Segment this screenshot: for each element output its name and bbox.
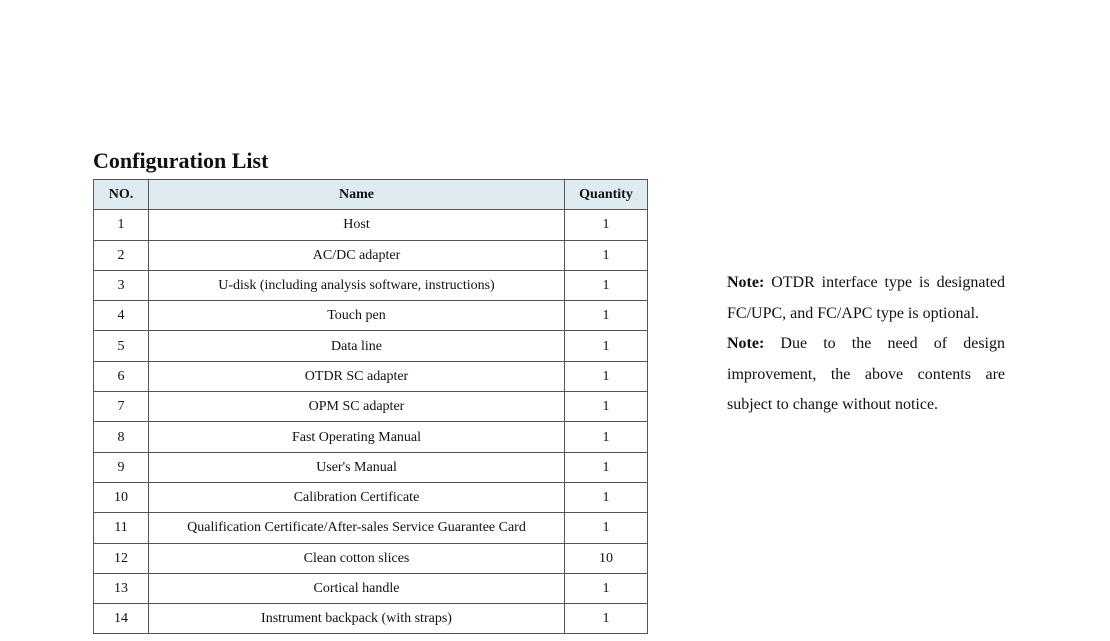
cell-quantity: 1	[565, 422, 648, 452]
note-2	[727, 329, 1005, 421]
table-row	[94, 513, 648, 543]
table-row	[94, 573, 648, 603]
cell-name: Clean cotton slices	[149, 543, 565, 573]
cell-quantity: 1	[565, 573, 648, 603]
cell-name: Host	[149, 210, 565, 240]
cell-name: U-disk (including analysis software, instructions)	[149, 270, 565, 300]
cell-name: OTDR SC adapter	[149, 361, 565, 391]
cell-no: 8	[94, 422, 149, 452]
cell-name: Fast Operating Manual	[149, 422, 565, 452]
note-2-text: Due to the need of design improvement, the above contents are subject to change without notice.	[727, 335, 1005, 413]
cell-no: 11	[94, 513, 149, 543]
note-1-text: OTDR interface type is designated FC/UPC, and FC/APC type is optional.	[727, 274, 1005, 322]
table-row	[94, 422, 648, 452]
cell-name: Qualification Certificate/After-sales Service Guarantee Card	[149, 513, 565, 543]
table-row	[94, 543, 648, 573]
table-row	[94, 392, 648, 422]
header-no: NO.	[94, 180, 149, 210]
cell-no: 6	[94, 361, 149, 391]
cell-no: 7	[94, 392, 149, 422]
cell-name: Instrument backpack (with straps)	[149, 604, 565, 634]
table-body	[94, 210, 648, 634]
cell-no: 13	[94, 573, 149, 603]
cell-name: AC/DC adapter	[149, 240, 565, 270]
cell-name: Cortical handle	[149, 573, 565, 603]
table-row	[94, 482, 648, 512]
cell-no: 14	[94, 604, 149, 634]
cell-name: User's Manual	[149, 452, 565, 482]
notes-section	[727, 268, 1005, 421]
cell-quantity: 1	[565, 301, 648, 331]
cell-no: 12	[94, 543, 149, 573]
table-row	[94, 452, 648, 482]
cell-quantity: 1	[565, 452, 648, 482]
table-row	[94, 331, 648, 361]
cell-no: 9	[94, 452, 149, 482]
cell-name: Calibration Certificate	[149, 482, 565, 512]
cell-quantity: 1	[565, 392, 648, 422]
cell-name: Touch pen	[149, 301, 565, 331]
table-header-row	[94, 180, 648, 210]
configuration-table	[93, 179, 648, 634]
table-row	[94, 361, 648, 391]
cell-no: 10	[94, 482, 149, 512]
cell-name: Data line	[149, 331, 565, 361]
cell-quantity: 1	[565, 210, 648, 240]
note-2-label: Note:	[727, 335, 765, 352]
cell-quantity: 1	[565, 240, 648, 270]
cell-quantity: 1	[565, 270, 648, 300]
table-row	[94, 240, 648, 270]
header-name: Name	[149, 180, 565, 210]
cell-quantity: 1	[565, 604, 648, 634]
cell-no: 4	[94, 301, 149, 331]
cell-quantity: 1	[565, 513, 648, 543]
cell-no: 1	[94, 210, 149, 240]
cell-quantity: 10	[565, 543, 648, 573]
cell-quantity: 1	[565, 482, 648, 512]
cell-quantity: 1	[565, 331, 648, 361]
cell-quantity: 1	[565, 361, 648, 391]
cell-name: OPM SC adapter	[149, 392, 565, 422]
table-row	[94, 210, 648, 240]
note-1-label: Note:	[727, 274, 765, 291]
table-row	[94, 604, 648, 634]
table-row	[94, 301, 648, 331]
table-row	[94, 270, 648, 300]
cell-no: 2	[94, 240, 149, 270]
note-1	[727, 268, 1005, 329]
page-title: Configuration List	[93, 148, 269, 173]
header-quantity: Quantity	[565, 180, 648, 210]
cell-no: 5	[94, 331, 149, 361]
cell-no: 3	[94, 270, 149, 300]
